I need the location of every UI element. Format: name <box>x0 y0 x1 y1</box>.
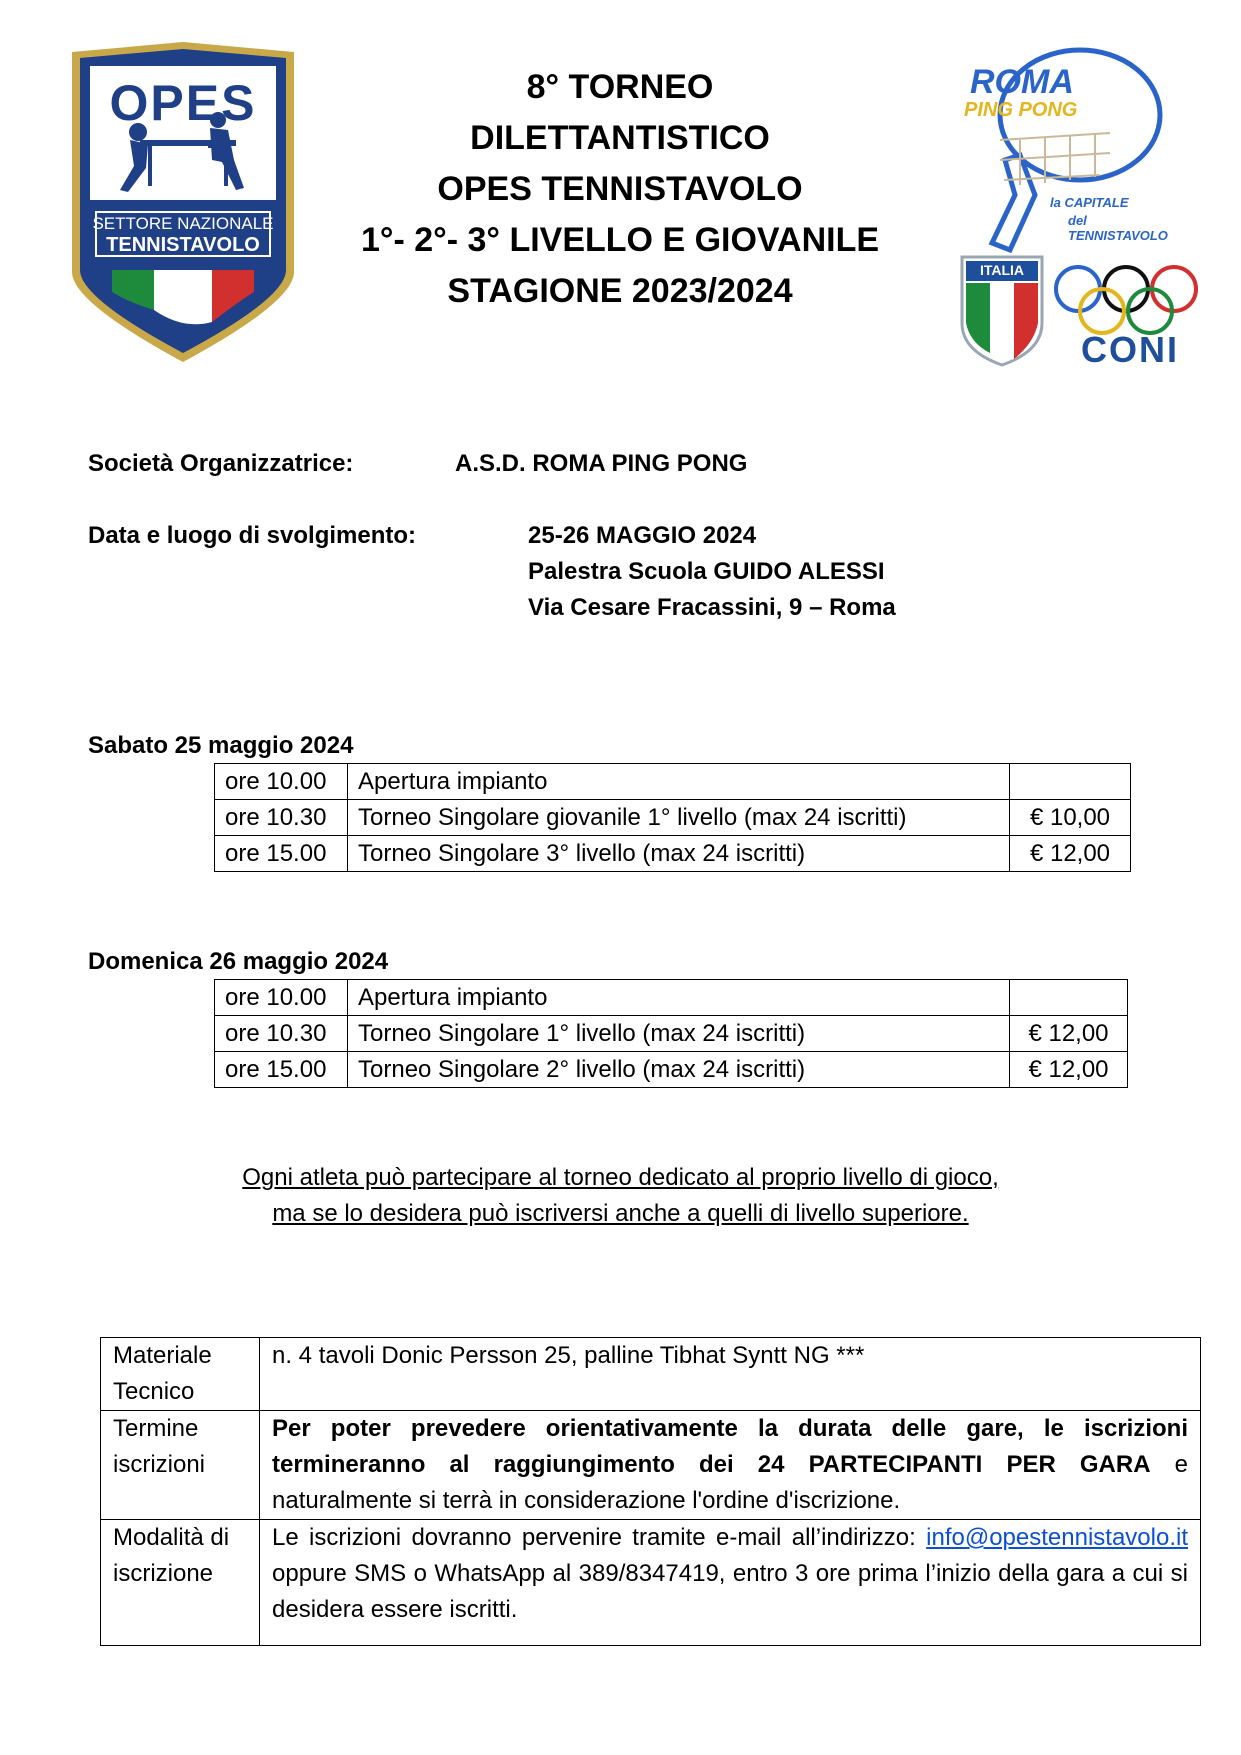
deadline-label: Termine iscrizioni <box>101 1411 260 1520</box>
material-label: Materiale Tecnico <box>101 1338 260 1411</box>
details-table <box>100 1337 1201 1646</box>
organizer-label: Società Organizzatrice: <box>88 450 354 477</box>
note-line: ma se lo desidera può iscriversi anche a quelli di livello superiore. <box>272 1200 969 1227</box>
event-cell: Torneo Singolare 1° livello (max 24 iscritti) <box>348 1016 1010 1052</box>
title-line: STAGIONE 2023/2024 <box>447 272 793 310</box>
sunday-schedule-table <box>214 979 1128 1088</box>
title-line: DILETTANTISTICO <box>470 119 770 157</box>
event-cell: Torneo Singolare giovanile 1° livello (max 24 iscritti) <box>348 800 1010 836</box>
opes-logo <box>68 40 298 365</box>
date-label: Data e luogo di svolgimento: <box>88 522 417 549</box>
sunday-title: Domenica 26 maggio 2024 <box>88 948 389 975</box>
opes-logo-line2: TENNISTAVOLO <box>106 234 260 256</box>
participation-note <box>100 1160 1141 1232</box>
time-cell: ore 15.00 <box>215 836 348 872</box>
mode-text-1: Le iscrizioni dovranno pervenire tramite e-mail all’indirizzo: <box>272 1524 927 1551</box>
saturday-schedule-table <box>214 763 1131 872</box>
saturday-title: Sabato 25 maggio 2024 <box>88 732 354 759</box>
table-row <box>215 980 1128 1016</box>
page-title <box>330 62 910 317</box>
mode-text-2: oppure SMS o WhatsApp al 389/8347419, entro 3 ore prima l’inizio della gara a cui si desidera essere iscritti. <box>272 1560 1188 1623</box>
rpp-logo-line2: PING PONG <box>964 99 1078 121</box>
deadline-tail-text: e naturalmente si terrà in considerazione l'ordine d'iscrizione. <box>272 1451 1188 1514</box>
coni-logo <box>960 255 1200 370</box>
email-link[interactable]: info@opestennistavolo.it <box>926 1524 1188 1551</box>
time-cell: ore 10.00 <box>215 764 348 800</box>
table-row <box>215 1016 1128 1052</box>
event-cell: Apertura impianto <box>348 980 1010 1016</box>
table-row <box>215 800 1131 836</box>
deadline-bold-text: Per poter prevedere orientativamente la durata delle gare, le iscrizioni termineranno al raggiungimento dei 24 PARTECIPANTI PER GARA <box>272 1415 1188 1478</box>
time-cell: ore 15.00 <box>215 1052 348 1088</box>
table-row <box>101 1520 1201 1646</box>
opes-logo-line1: SETTORE NAZIONALE <box>92 214 274 233</box>
table-row <box>215 836 1131 872</box>
deadline-value <box>260 1411 1201 1520</box>
time-cell: ore 10.00 <box>215 980 348 1016</box>
table-row <box>215 764 1131 800</box>
material-value: n. 4 tavoli Donic Persson 25, palline Tibhat Syntt NG *** <box>260 1338 1201 1411</box>
coni-logo-italia: ITALIA <box>979 262 1025 278</box>
roma-ping-pong-logo <box>960 45 1190 255</box>
venue-value: Palestra Scuola GUIDO ALESSI <box>528 558 885 585</box>
price-cell: € 12,00 <box>1010 836 1131 872</box>
rpp-logo-tag1: la CAPITALE <box>1050 195 1129 210</box>
note-line: Ogni atleta può partecipare al torneo dedicato al proprio livello di gioco, <box>242 1164 999 1191</box>
title-line: OPES TENNISTAVOLO <box>437 170 803 208</box>
rpp-logo-line1: ROMA <box>970 63 1074 101</box>
table-row <box>215 1052 1128 1088</box>
price-cell <box>1010 764 1131 800</box>
price-cell: € 12,00 <box>1010 1016 1128 1052</box>
rpp-logo-tag2: del TENNISTAVOLO <box>1068 213 1168 243</box>
opes-logo-name: OPES <box>109 75 257 131</box>
title-line: 1°- 2°- 3° LIVELLO E GIOVANILE <box>360 221 880 259</box>
price-cell <box>1010 980 1128 1016</box>
table-row <box>101 1338 1201 1411</box>
price-cell: € 10,00 <box>1010 800 1131 836</box>
organizer-value: A.S.D. ROMA PING PONG <box>455 450 748 477</box>
time-cell: ore 10.30 <box>215 1016 348 1052</box>
title-line: 8° TORNEO <box>526 68 714 106</box>
mode-value <box>260 1520 1201 1646</box>
date-value: 25-26 MAGGIO 2024 <box>528 522 757 549</box>
event-cell: Torneo Singolare 2° livello (max 24 iscritti) <box>348 1052 1010 1088</box>
coni-logo-name: CONI <box>1081 329 1179 370</box>
price-cell: € 12,00 <box>1010 1052 1128 1088</box>
table-row <box>101 1411 1201 1520</box>
event-cell: Torneo Singolare 3° livello (max 24 iscritti) <box>348 836 1010 872</box>
event-cell: Apertura impianto <box>348 764 1010 800</box>
address-value: Via Cesare Fracassini, 9 – Roma <box>528 594 896 621</box>
mode-label: Modalità di iscrizione <box>101 1520 260 1646</box>
time-cell: ore 10.30 <box>215 800 348 836</box>
